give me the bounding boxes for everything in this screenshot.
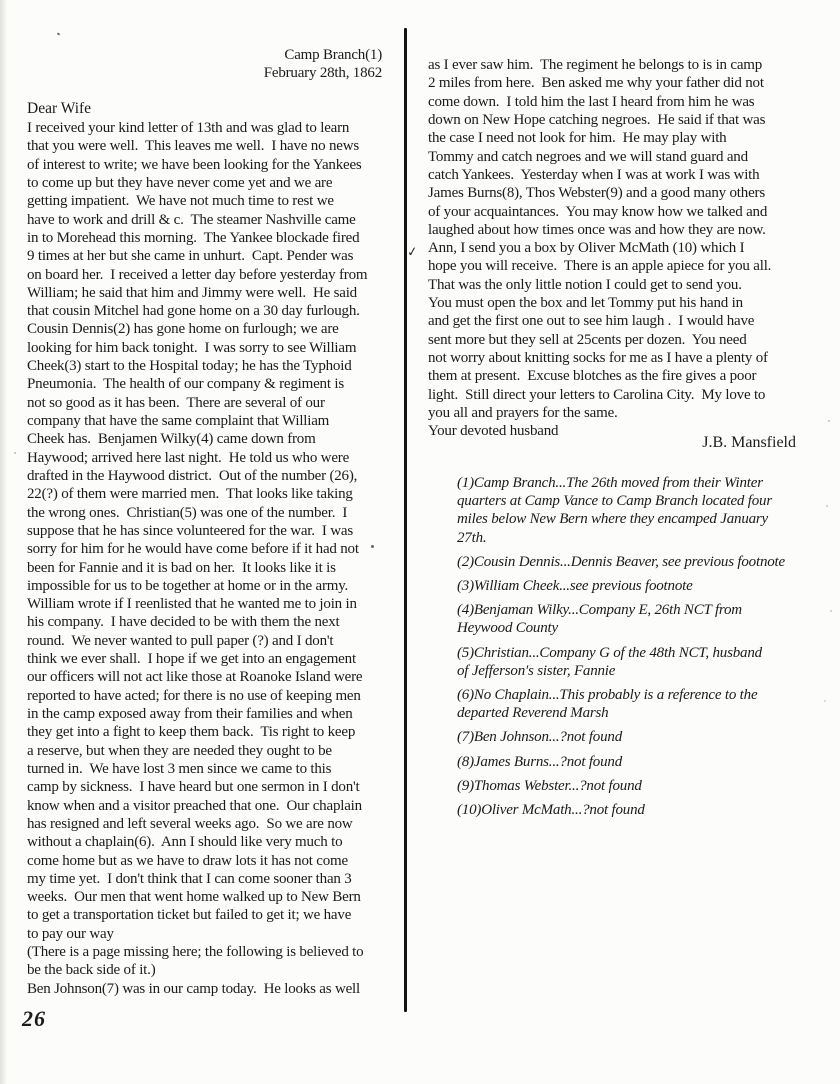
footnote-1	[457, 474, 817, 547]
footnote-5	[457, 644, 817, 680]
letter-line: that you were well. This leaves me well. I have no news	[27, 138, 359, 155]
footnote-9	[457, 777, 817, 795]
letter-line: Cheek has. Benjamen Wilky(4) came down from	[27, 431, 316, 448]
scan-speck	[824, 700, 826, 702]
letter-line: impossible for us to be together at home or in the army.	[27, 577, 349, 594]
letter-line: light. Still direct your letters to Carolina City. My love to	[428, 386, 766, 403]
letter-line: down on New Hope catching negroes. He said if that was	[428, 111, 766, 128]
scan-speck	[828, 420, 830, 422]
letter-line: to pay our way	[27, 925, 114, 942]
page-number: 26	[22, 1006, 46, 1031]
letter-line: know when and a visitor preached that one. Our chaplain	[27, 797, 362, 814]
footnote-line: (9)Thomas Webster...?not found	[457, 777, 642, 794]
footnote-line: (10)Oliver McMath...?not found	[457, 802, 645, 819]
letter-line: drafted in the Haywood district. Out of the number (26),	[27, 467, 358, 484]
footnote-4	[457, 601, 817, 637]
footnote-line: 27th.	[457, 529, 487, 546]
footnote-8	[457, 753, 817, 771]
letter-line: company that have the same complaint that William	[27, 413, 330, 429]
letter-line: them at present. Excuse blotches as the fire gives a poor	[428, 368, 757, 385]
letter-line: Ann, I send you a box by Oliver McMath (10) which I	[428, 240, 745, 257]
letter-line: think we ever shall. I hope if we get into an engagement	[27, 651, 356, 668]
letter-line: on board her. I received a letter day before yesterday from	[27, 266, 368, 283]
letter-line: have to work and drill & c. The steamer Nashville came	[27, 211, 356, 228]
letter-line: looking for him back tonight. I was sorry to see William	[27, 339, 357, 356]
letter-line: you all and prayers for the same.	[428, 404, 618, 421]
letter-line: sorry for him for he would have come before if it had not	[27, 541, 359, 558]
footnote-line: (5)Christian...Company G of the 48th NCT, husband	[457, 644, 762, 661]
letter-line: James Burns(8), Thos Webster(9) and a good many others	[428, 185, 765, 202]
letter-line: weeks. Our men that went home walked up to New Bern	[27, 889, 361, 906]
letter-line: I received your kind letter of 13th and was glad to learn	[27, 120, 350, 136]
letter-line: come down. I told him the last I heard from him he was	[428, 93, 755, 110]
letter-dateline	[27, 46, 382, 83]
letter-line: getting impatient. We have not much time to rest we	[27, 193, 334, 210]
letter-line: catch Yankees. Yesterday when I was at work I was with	[428, 166, 760, 183]
footnote-line: (4)Benjaman Wilky...Company E, 26th NCT from	[457, 602, 742, 619]
footnote-line: departed Reverend Marsh	[457, 705, 609, 722]
right-column-text	[428, 56, 808, 441]
letter-line: 9 times at her but she came in unhurt. Capt. Pender was	[27, 248, 354, 265]
letter-line: his company. I have decided to be with them the next	[27, 614, 340, 631]
letter-line: in the camp exposed away from their families and when	[27, 706, 353, 722]
letter-line: has resigned and left several weeks ago. So we are now	[27, 815, 353, 832]
footnote-line: (6)No Chaplain...This probably is a reference to the	[457, 687, 758, 704]
letter-line: and get the first one out to see him laugh . I would have	[428, 313, 755, 330]
letter-line: without a chaplain(6). Ann I should like very much to	[27, 834, 343, 851]
footnote-line: (8)James Burns...?not found	[457, 753, 622, 770]
footnote-line: (3)William Cheek...see previous footnote	[457, 578, 693, 595]
footnote-line: (7)Ben Johnson...?not found	[457, 729, 622, 746]
scan-speck	[830, 610, 832, 612]
letter-line: not worry about knitting socks for me as I have a plenty of	[428, 350, 768, 366]
scan-speck	[57, 32, 61, 35]
letter-line: That was the only little notion I could get to send you.	[428, 276, 742, 293]
letter-line: Pneumonia. The health of our company & regiment is	[27, 376, 344, 393]
letter-line: the case I need not look for him. He may play with	[428, 130, 727, 147]
letter-line: that cousin Mitchel had gone home on a 30 day furlough.	[27, 303, 360, 320]
scan-speck	[826, 505, 828, 507]
handwritten-check-mark: ✓	[405, 243, 419, 260]
letter-line: William; he said that him and Jimmy were well. He said	[27, 284, 357, 301]
letter-line: not so good as it has been. There are several of our	[27, 394, 325, 411]
footnote-2	[457, 553, 817, 571]
letter-line: 2 miles from here. Ben asked me why your father did not	[428, 75, 764, 92]
scan-edge-artifact	[0, 0, 7, 1084]
letter-line: be the back side of it.)	[27, 962, 156, 979]
column-divider-rule	[404, 28, 407, 1012]
footnote-3	[457, 577, 817, 595]
footnote-line: Heywood County	[457, 620, 558, 637]
letter-line: William wrote if I reenlisted that he wanted me to join in	[27, 596, 357, 613]
letter-line: my time yet. I don't think that I can come sooner than 3	[27, 870, 352, 887]
letter-line: (There is a page missing here; the following is believed to	[27, 944, 364, 961]
letter-line: Cousin Dennis(2) has gone home on furlough; we are	[27, 321, 339, 338]
letter-location: Camp Branch(1)	[284, 47, 382, 63]
footnote-line: (2)Cousin Dennis...Dennis Beaver, see previous footnote	[457, 553, 785, 570]
letter-line: round. We never wanted to pull paper (?) and I don't	[27, 632, 334, 649]
letter-line: to come up but they have never come yet and we are	[27, 174, 333, 191]
letter-line: Cheek(3) start to the Hospital today; he has the Typhoid	[27, 358, 352, 375]
letter-line: sent more but they sell at 25cents per dozen. You need	[428, 331, 747, 348]
scan-speck	[371, 545, 374, 548]
letter-line: a reserve, but when they are needed they ought to be	[27, 742, 332, 759]
letter-line: been for Fannie and it is bad on her. It looks like it is	[27, 559, 336, 576]
footnote-10	[457, 801, 817, 819]
letter-line: Haywood; arrived here last night. He told us who were	[27, 449, 350, 466]
letter-line: to get a transportation ticket but failed to get it; we have	[27, 907, 352, 924]
letter-line: reported to have acted; for there is no use of keeping men	[27, 687, 361, 704]
footnote-line: miles below New Bern where they encamped January	[457, 511, 769, 528]
letter-line: hope you will receive. There is an apple apiece for you all.	[428, 258, 772, 275]
footnotes-section	[457, 474, 817, 825]
letter-line: they get into a fight to keep them back. Tis right to keep	[27, 724, 356, 741]
letter-line: suppose that he has since volunteered for the war. I was	[27, 522, 353, 539]
footnote-line: quarters at Camp Vance to Camp Branch located four	[457, 493, 772, 510]
footnote-line: of Jefferson's sister, Fannie	[457, 662, 616, 679]
letter-line: You must open the box and let Tommy put his hand in	[428, 295, 743, 312]
letter-signature: J.B. Mansfield	[702, 434, 796, 451]
letter-line: 22(?) of them were married men. That looks like taking	[27, 486, 353, 503]
letter-line: Ben Johnson(7) was in our camp today. He looks as well	[27, 980, 360, 997]
left-column-text	[27, 119, 403, 998]
letter-line: laughed about how times once was and how they are now.	[428, 221, 766, 238]
footnote-7	[457, 728, 817, 746]
letter-line: turned in. We have lost 3 men since we came to this	[27, 760, 332, 777]
letter-line: Your devoted husband	[428, 423, 559, 440]
letter-line: the wrong ones. Christian(5) was one of the number. I	[27, 504, 348, 521]
letter-line: Tommy and catch negroes and we will stand guard and	[428, 148, 748, 165]
letter-line: of your acquaintances. You may know how we talked and	[428, 203, 768, 220]
letter-line: camp by sickness. I have heard but one sermon in I don't	[27, 779, 360, 796]
footnote-line: (1)Camp Branch...The 26th moved from their Winter	[457, 475, 763, 491]
letter-line: come home but as we have to draw lots it has not come	[27, 852, 348, 869]
footnote-6	[457, 686, 817, 722]
letter-salutation: Dear Wife	[27, 100, 92, 117]
scan-speck	[14, 452, 16, 454]
letter-line: of interest to write; we have been looking for the Yankees	[27, 156, 362, 173]
letter-line: our officers will not act like those at Roanoke Island were	[27, 669, 363, 686]
letter-date: February 28th, 1862	[263, 65, 382, 82]
letter-line: in to Morehead this morning. The Yankee blockade fired	[27, 229, 360, 246]
letter-line: as I ever saw him. The regiment he belongs to is in camp	[428, 57, 763, 73]
